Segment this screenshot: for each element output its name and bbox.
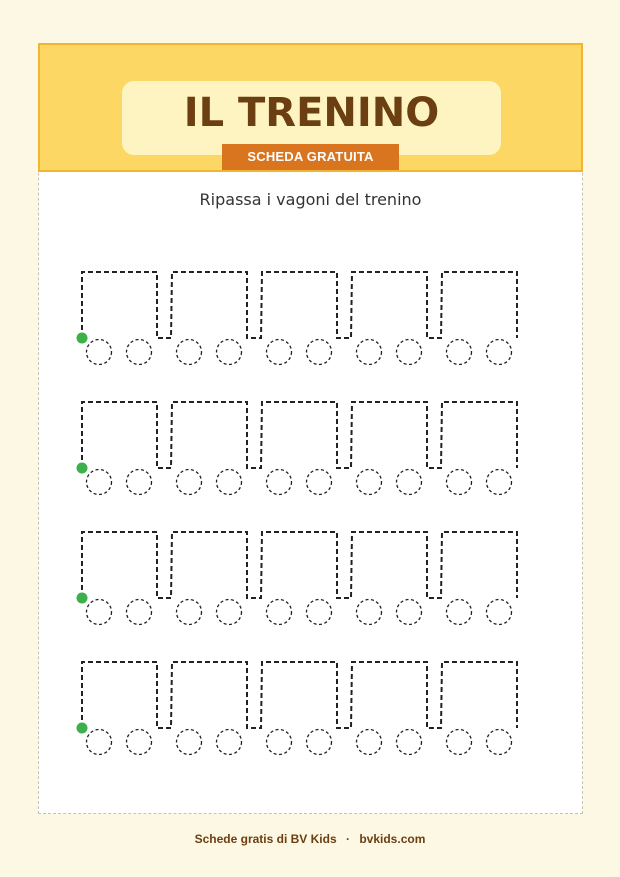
wheel-row-2-wagon-1-2 xyxy=(127,470,152,495)
start-dot-row-2 xyxy=(77,463,88,474)
wheel-row-4-wagon-4-1 xyxy=(357,730,382,755)
wheel-row-1-wagon-4-2 xyxy=(397,340,422,365)
wheel-row-3-wagon-2-2 xyxy=(217,600,242,625)
wheel-row-2-wagon-2-1 xyxy=(177,470,202,495)
wheel-row-3-wagon-1-1 xyxy=(87,600,112,625)
wheel-row-1-wagon-2-1 xyxy=(177,340,202,365)
wheel-row-2-wagon-3-2 xyxy=(307,470,332,495)
wheel-row-2-wagon-1-1 xyxy=(87,470,112,495)
wheel-row-1-wagon-3-1 xyxy=(267,340,292,365)
train-outline-row-4 xyxy=(82,662,517,728)
wheel-row-3-wagon-4-1 xyxy=(357,600,382,625)
footer-site-link[interactable]: bvkids.com xyxy=(359,832,426,846)
start-dot-row-4 xyxy=(77,723,88,734)
footer-separator: · xyxy=(346,832,350,846)
train-outline-row-2 xyxy=(82,402,517,468)
wheel-row-1-wagon-1-2 xyxy=(127,340,152,365)
wheel-row-2-wagon-3-1 xyxy=(267,470,292,495)
train-outline-row-3 xyxy=(82,532,517,598)
wheel-row-4-wagon-1-2 xyxy=(127,730,152,755)
wheel-row-1-wagon-4-1 xyxy=(357,340,382,365)
wheel-row-3-wagon-1-2 xyxy=(127,600,152,625)
wheel-row-2-wagon-2-2 xyxy=(217,470,242,495)
wheel-row-4-wagon-5-2 xyxy=(487,730,512,755)
wheel-row-2-wagon-5-2 xyxy=(487,470,512,495)
footer-brand: Schede gratis di BV Kids xyxy=(194,832,337,846)
wheel-row-1-wagon-1-1 xyxy=(87,340,112,365)
wheel-row-1-wagon-5-2 xyxy=(487,340,512,365)
wheel-row-3-wagon-5-2 xyxy=(487,600,512,625)
wheel-row-4-wagon-3-2 xyxy=(307,730,332,755)
instruction-text: Ripassa i vagoni del trenino xyxy=(199,190,422,209)
wheel-row-1-wagon-5-1 xyxy=(447,340,472,365)
wheel-row-2-wagon-4-2 xyxy=(397,470,422,495)
wheel-row-3-wagon-3-2 xyxy=(307,600,332,625)
wheel-row-4-wagon-4-2 xyxy=(397,730,422,755)
start-dot-row-1 xyxy=(77,333,88,344)
wheel-row-4-wagon-2-2 xyxy=(217,730,242,755)
wheel-row-3-wagon-5-1 xyxy=(447,600,472,625)
page-title: IL TRENINO xyxy=(183,90,440,136)
wheel-row-4-wagon-3-1 xyxy=(267,730,292,755)
wheel-row-3-wagon-2-1 xyxy=(177,600,202,625)
free-sheet-badge: SCHEDA GRATUITA xyxy=(222,144,399,170)
train-outline-row-1 xyxy=(82,272,517,338)
wheel-row-2-wagon-4-1 xyxy=(357,470,382,495)
wheel-row-4-wagon-2-1 xyxy=(177,730,202,755)
wheel-row-1-wagon-3-2 xyxy=(307,340,332,365)
wheel-row-4-wagon-1-1 xyxy=(87,730,112,755)
wheel-row-4-wagon-5-1 xyxy=(447,730,472,755)
wheel-row-2-wagon-5-1 xyxy=(447,470,472,495)
wheel-row-3-wagon-3-1 xyxy=(267,600,292,625)
footer xyxy=(0,832,620,846)
start-dot-row-3 xyxy=(77,593,88,604)
wheel-row-3-wagon-4-2 xyxy=(397,600,422,625)
wheel-row-1-wagon-2-2 xyxy=(217,340,242,365)
